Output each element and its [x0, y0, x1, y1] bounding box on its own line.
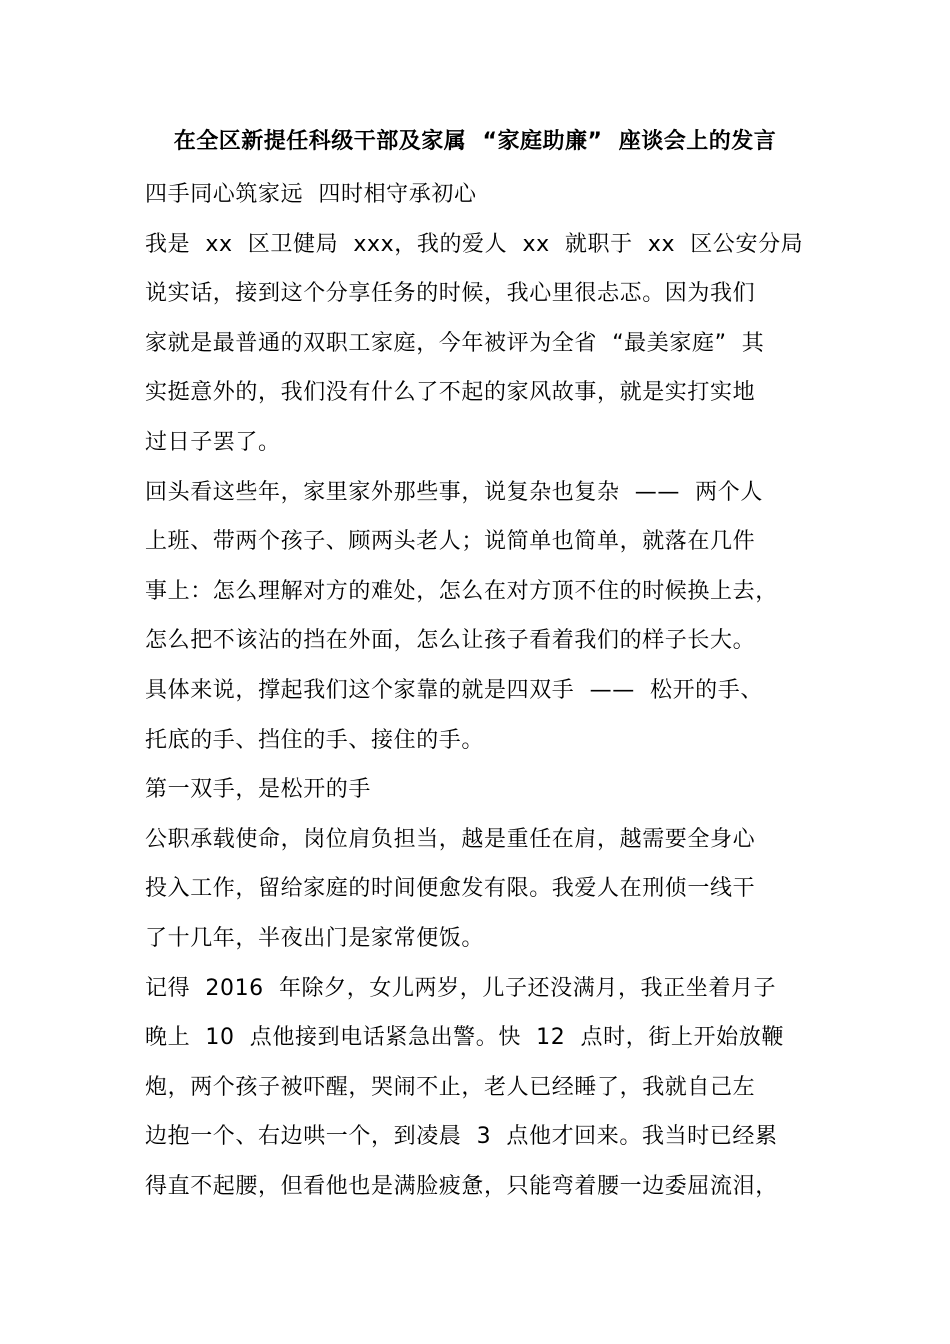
text-line: 晚上 10 点他接到电话紧急出警。快 12 点时，街上开始放鞭 [145, 1025, 784, 1051]
text-line: 记得 2016 年除夕，女儿两岁，儿子还没满月，我正坐着月子 [145, 975, 777, 1001]
text-line: 具体来说，撑起我们这个家靠的就是四双手 —— 松开的手、 [145, 677, 763, 703]
text-line: 怎么把不该沾的挡在外面，怎么让孩子看着我们的样子长大。 [145, 628, 756, 654]
text-line: 实挺意外的，我们没有什么了不起的家风故事，就是实打实地 [145, 380, 756, 406]
text-line: 上班、带两个孩子、顾两头老人；说简单也简单，就落在几件 [145, 529, 756, 555]
section-heading: 第一双手，是松开的手 [145, 777, 372, 803]
text-line: 得直不起腰，但看他也是满脸疲惫，只能弯着腰一边委屈流泪， [145, 1173, 778, 1199]
text-line: 公职承载使命，岗位肩负担当，越是重任在肩，越需要全身心 [145, 826, 756, 852]
text-line: 投入工作，留给家庭的时间便愈发有限。我爱人在刑侦一线干 [145, 876, 756, 902]
text-line: 四手同心筑家远 四时相守承初心 [145, 182, 477, 207]
document-title: 在全区新提任科级干部及家属 “家庭助廉” 座谈会上的发言 [173, 129, 777, 154]
text-line: 了十几年，半夜出门是家常便饭。 [145, 925, 485, 951]
text-line: 炮，两个孩子被吓醒，哭闹不止，老人已经睡了，我就自己左 [145, 1074, 756, 1100]
text-line: 托底的手、挡住的手、接住的手。 [145, 727, 485, 753]
text-line: 边抱一个、右边哄一个，到凌晨 3 点他才回来。我当时已经累 [145, 1124, 778, 1150]
text-line: 家就是最普通的双职工家庭，今年被评为全省 “最美家庭” 其 [145, 330, 765, 356]
document-body [145, 170, 835, 1211]
text-line: 说实话，接到这个分享任务的时候，我心里很忐忑。因为我们 [145, 281, 756, 307]
text-line: 我是 xx 区卫健局 xxx，我的爱人 xx 就职于 xx 区公安分局 [145, 231, 804, 257]
text-line: 过日子罢了。 [145, 429, 281, 455]
text-line: 回头看这些年，家里家外那些事，说复杂也复杂 —— 两个人 [145, 479, 763, 505]
text-line: 事上：怎么理解对方的难处，怎么在对方顶不住的时候换上去， [145, 578, 778, 604]
